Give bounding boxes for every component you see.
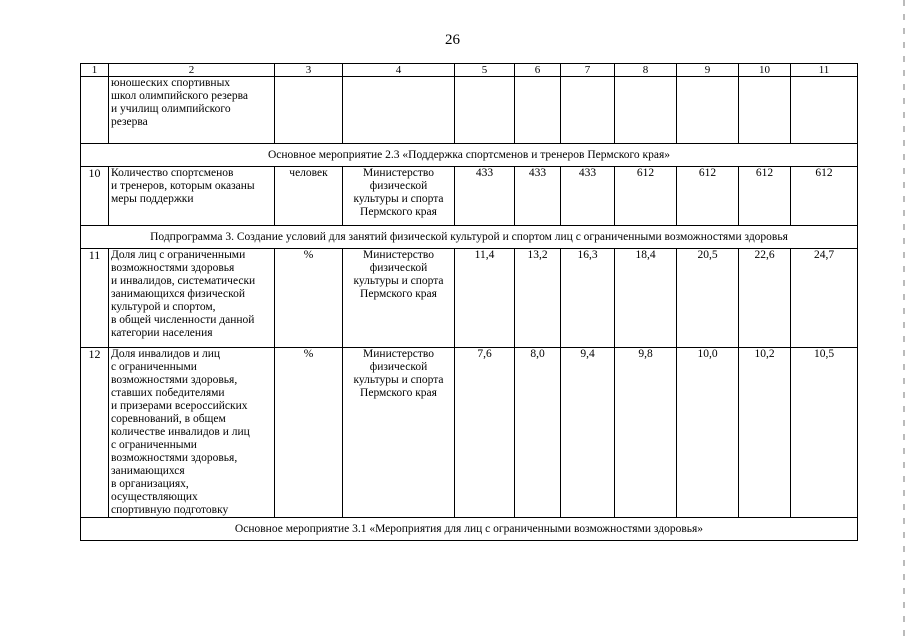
value-cell (561, 77, 615, 144)
responsible-cell (343, 77, 455, 144)
column-number: 5 (455, 64, 515, 77)
column-number: 1 (81, 64, 109, 77)
column-number: 6 (515, 64, 561, 77)
responsible-cell: Министерство физической культуры и спорта Пермского края (343, 249, 455, 348)
column-number: 4 (343, 64, 455, 77)
table-row (81, 77, 858, 144)
value-cell: 18,4 (615, 249, 677, 348)
column-number: 11 (791, 64, 858, 77)
indicator-name: юношеских спортивных школ олимпийского резерва и училищ олимпийского резерва (109, 77, 275, 144)
value-cell (455, 77, 515, 144)
row-number: 12 (81, 348, 109, 518)
row-number: 11 (81, 249, 109, 348)
responsible-cell: Министерство физической культуры и спорта Пермского края (343, 167, 455, 226)
value-cell: 612 (739, 167, 791, 226)
unit-cell: человек (275, 167, 343, 226)
unit-cell (275, 77, 343, 144)
value-cell: 10,5 (791, 348, 858, 518)
value-cell: 612 (677, 167, 739, 226)
row-number: 10 (81, 167, 109, 226)
value-cell: 7,6 (455, 348, 515, 518)
value-cell: 9,8 (615, 348, 677, 518)
value-cell (791, 77, 858, 144)
value-cell: 13,2 (515, 249, 561, 348)
indicator-name: Количество спортсменов и тренеров, которым оказаны меры поддержки (109, 167, 275, 226)
row-number (81, 77, 109, 144)
value-cell: 8,0 (515, 348, 561, 518)
section-row (81, 144, 858, 167)
column-number: 7 (561, 64, 615, 77)
unit-cell: % (275, 249, 343, 348)
value-cell: 9,4 (561, 348, 615, 518)
value-cell: 433 (515, 167, 561, 226)
page-number: 26 (445, 32, 460, 48)
value-cell: 10,0 (677, 348, 739, 518)
table-row (81, 249, 858, 348)
value-cell (739, 77, 791, 144)
column-number: 3 (275, 64, 343, 77)
indicators-table (80, 63, 858, 541)
value-cell: 612 (791, 167, 858, 226)
responsible-cell: Министерство физической культуры и спорта Пермского края (343, 348, 455, 518)
section-title: Подпрограмма 3. Создание условий для занятий физической культурой и спортом лиц с ограниченными возможностями здоровья (81, 226, 858, 249)
indicator-name: Доля инвалидов и лиц с ограниченными возможностями здоровья, ставших победителями и призерами всероссийских соревнований, в общем количестве инвалидов и лиц с ограниченными возможностями здоровья, занимающихся в организациях, осуществляющих спортивную подготовку (109, 348, 275, 518)
value-cell (515, 77, 561, 144)
unit-cell: % (275, 348, 343, 518)
value-cell: 16,3 (561, 249, 615, 348)
value-cell: 24,7 (791, 249, 858, 348)
table-row (81, 348, 858, 518)
column-number: 10 (739, 64, 791, 77)
column-number: 2 (109, 64, 275, 77)
column-number: 9 (677, 64, 739, 77)
table-row (81, 167, 858, 226)
section-row (81, 518, 858, 541)
value-cell: 433 (455, 167, 515, 226)
value-cell: 11,4 (455, 249, 515, 348)
value-cell: 22,6 (739, 249, 791, 348)
value-cell (615, 77, 677, 144)
indicator-name: Доля лиц с ограниченными возможностями здоровья и инвалидов, систематически занимающихся физической культурой и спортом, в общей численности данной категории населения (109, 249, 275, 348)
column-number: 8 (615, 64, 677, 77)
value-cell: 433 (561, 167, 615, 226)
value-cell: 10,2 (739, 348, 791, 518)
value-cell: 20,5 (677, 249, 739, 348)
section-title: Основное мероприятие 2.3 «Поддержка спортсменов и тренеров Пермского края» (81, 144, 858, 167)
section-title: Основное мероприятие 3.1 «Мероприятия для лиц с ограниченными возможностями здоровья» (81, 518, 858, 541)
value-cell: 612 (615, 167, 677, 226)
section-row (81, 226, 858, 249)
column-number-row (81, 64, 858, 77)
value-cell (677, 77, 739, 144)
